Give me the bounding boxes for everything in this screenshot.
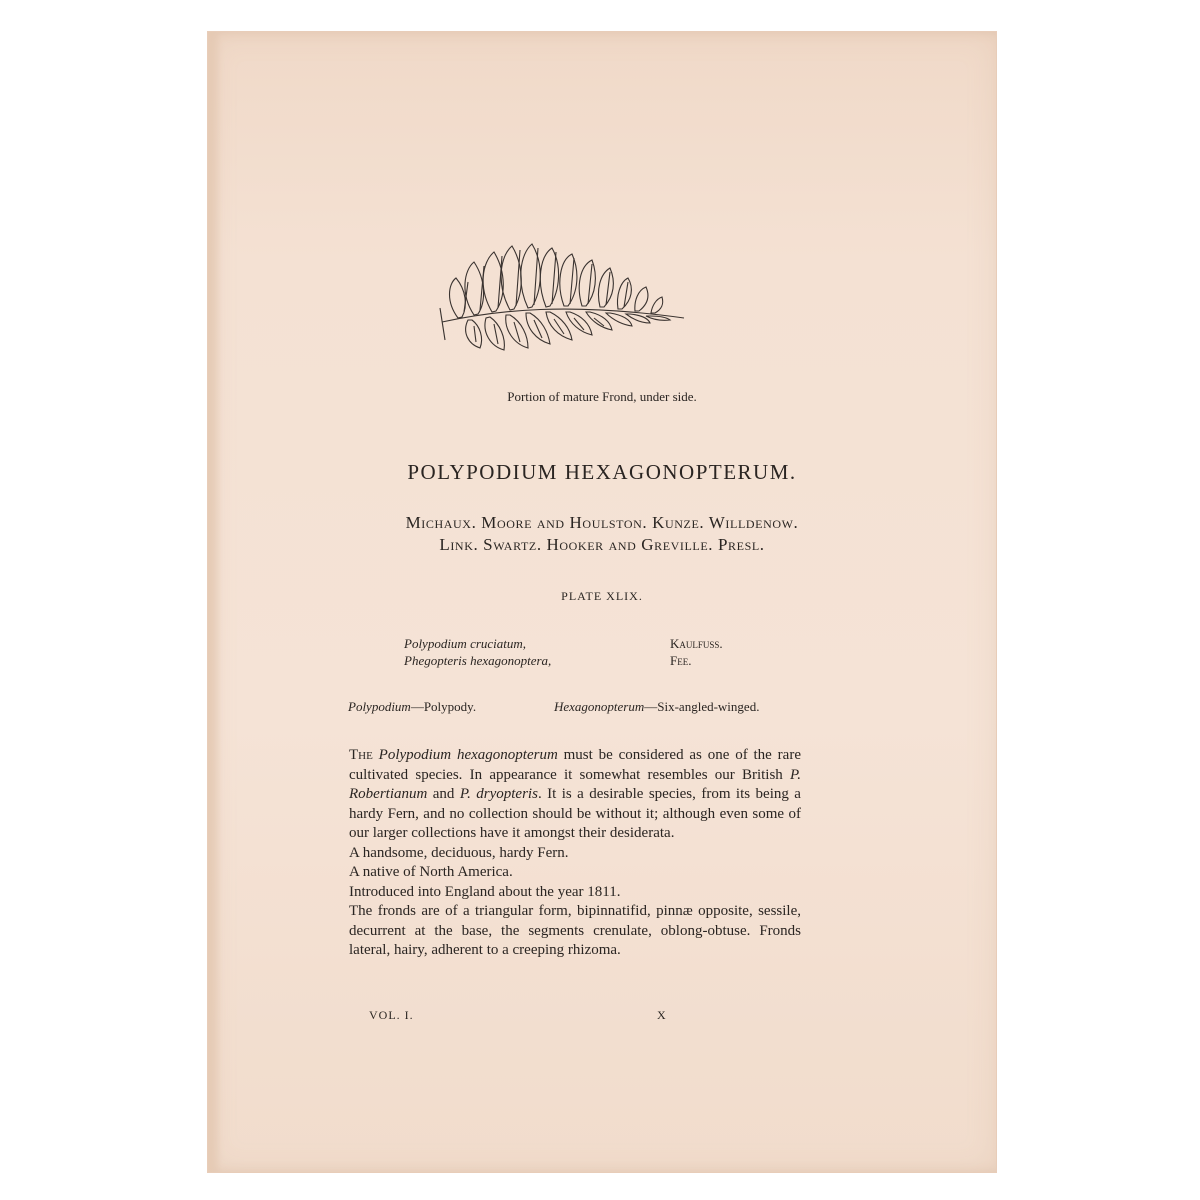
body-paragraph: The fronds are of a triangular form, bipinnatifid, pinnæ opposite, sessile, decurrent at the base, the segments crenulate, oblong-obtuse. Fronds lateral, hairy, adherent to a creeping rhizoma. (349, 903, 801, 958)
authorities-list (208, 512, 996, 556)
synonym-name: Phegopteris hexagonoptera, (404, 653, 552, 668)
synonym-names (404, 635, 551, 669)
authorities-line-2: Link. Swartz. Hooker and Greville. Presl. (439, 535, 765, 554)
body-run: . It is a desirable species, from its being a hardy Fern, and no collection should be without it; although even some of our larger collections have it amongst their desiderata. (349, 786, 801, 841)
drop-lead: The (349, 747, 373, 763)
figure-caption: Portion of mature Frond, under side. (507, 389, 697, 404)
fern-frond-icon (428, 222, 688, 372)
body-text (349, 746, 801, 961)
signature-mark: X (657, 1008, 667, 1022)
authorities-line-1: Michaux. Moore and Houlston. Kunze. Willdenow. (405, 513, 799, 532)
body-run: and (427, 786, 460, 802)
genus-meaning: —Polypody. (410, 699, 477, 714)
book-page (208, 32, 996, 1172)
species-name: Polypodium hexagonopterum (378, 747, 558, 763)
plate-number: PLATE XLIX. (561, 589, 643, 603)
page-title: POLYPODIUM HEXAGONOPTERUM. (407, 460, 797, 484)
synonym-authority: Kaulfuss. (670, 636, 723, 651)
synonym-authorities (670, 635, 723, 669)
body-paragraph: Introduced into England about the year 1811. (349, 883, 621, 900)
species-meaning: —Six-angled-winged. (644, 699, 760, 714)
body-paragraph: A native of North America. (349, 864, 513, 880)
synonym-authority: Fee. (670, 653, 692, 668)
etymology-genus (348, 699, 476, 715)
etymology-species (554, 699, 759, 715)
body-paragraph: A handsome, deciduous, hardy Fern. (349, 844, 569, 861)
species-term: Hexagonopterum (554, 699, 645, 714)
volume-mark: VOL. I. (369, 1008, 414, 1022)
body-run: must be considered as one of the rare cultivated species. In appearance it somewhat resembles our British (349, 747, 801, 783)
species-name: P. dryopteris (459, 786, 538, 802)
genus-term: Polypodium (348, 699, 411, 714)
body-paragraph (349, 746, 801, 844)
synonym-name: Polypodium cruciatum, (404, 636, 527, 651)
species-name: P. Robertianum (349, 766, 801, 802)
